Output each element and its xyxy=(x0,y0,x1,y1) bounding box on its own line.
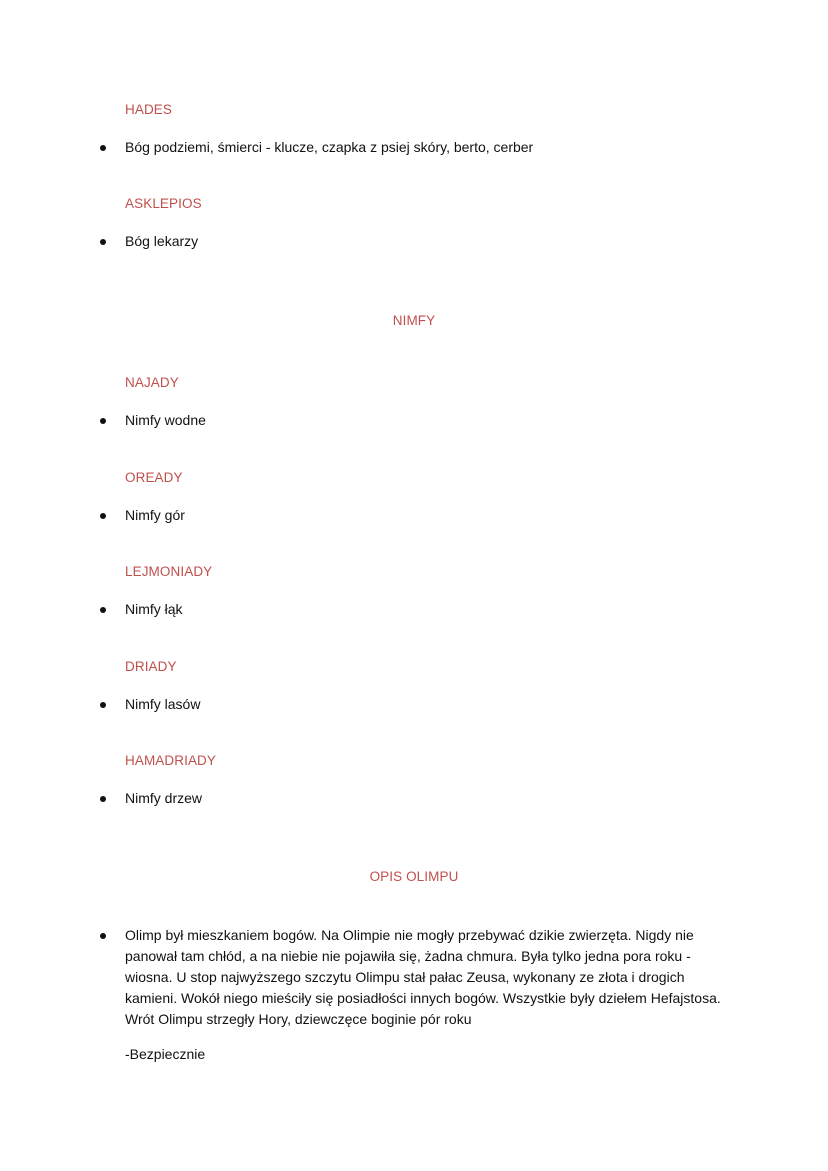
heading-lejmoniady: LEJMONIADY xyxy=(125,564,213,579)
footer-note: -Bezpiecznie xyxy=(125,1046,206,1062)
list-item: Nimfy gór xyxy=(125,507,185,523)
list-item: Nimfy lasów xyxy=(125,696,201,712)
bullet-icon xyxy=(100,607,106,613)
list-item: Nimfy drzew xyxy=(125,790,203,806)
bullet-icon xyxy=(100,796,106,802)
paragraph-line: kamieni. Wokół niego mieściły się posiadłości innych bogów. Wszystkie były dziełem Hefajstosa. xyxy=(125,990,721,1006)
paragraph-line: Wrót Olimpu strzegły Hory, dziewczęce boginie pór roku xyxy=(125,1011,472,1027)
paragraph-line: wiosna. U stop najwyższego szczytu Olimpu stał pałac Zeusa, wykonany ze złota i drogich xyxy=(125,969,685,985)
heading-driady: DRIADY xyxy=(125,659,177,674)
paragraph-line: Olimp był mieszkaniem bogów. Na Olimpie nie mogły przebywać dzikie zwierzęta. Nigdy nie xyxy=(125,927,694,943)
list-item: Bóg lekarzy xyxy=(125,233,199,249)
heading-hades: HADES xyxy=(125,102,173,117)
heading-oready: OREADY xyxy=(125,470,183,485)
list-item: Nimfy wodne xyxy=(125,412,206,428)
bullet-icon xyxy=(100,702,106,708)
heading-najady: NAJADY xyxy=(125,375,179,390)
bullet-icon xyxy=(100,513,106,519)
olimp-paragraph xyxy=(125,925,735,1030)
heading-hamadriady: HAMADRIADY xyxy=(125,753,217,768)
paragraph-line: panował tam chłód, a na niebie nie pojawiła się, żadna chmura. Była tylko jedna pora roku - xyxy=(125,948,691,964)
bullet-icon xyxy=(100,418,106,424)
bullet-icon xyxy=(100,239,106,245)
section-title-olimp: OPIS OLIMPU xyxy=(369,869,459,884)
bullet-icon xyxy=(100,933,106,939)
list-item: Bóg podziemi, śmierci - klucze, czapka z psiej skóry, berto, cerber xyxy=(125,139,534,155)
bullet-icon xyxy=(100,145,106,151)
section-title-nimfy: NIMFY xyxy=(392,313,436,328)
list-item: Nimfy łąk xyxy=(125,601,183,617)
heading-asklepios: ASKLEPIOS xyxy=(125,196,202,211)
